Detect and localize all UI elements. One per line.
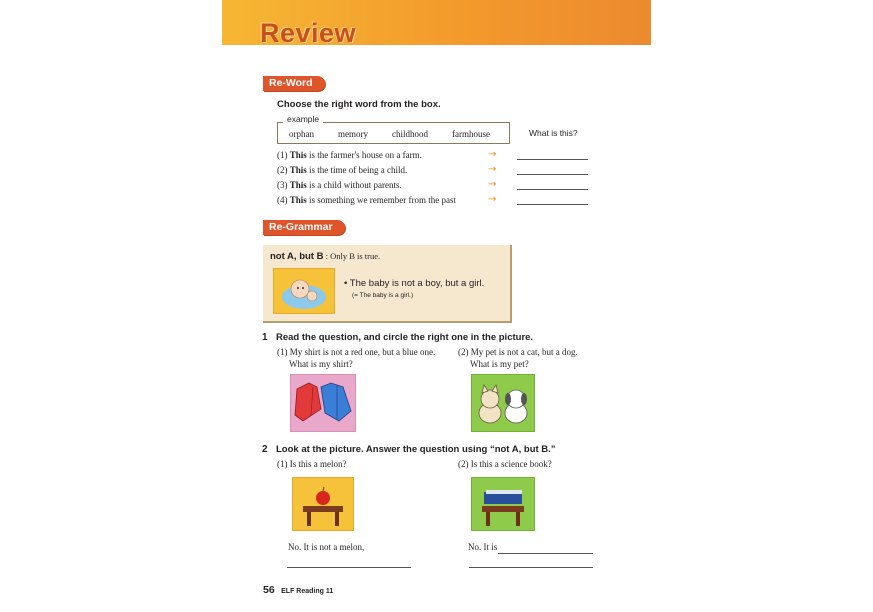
word-memory: memory: [338, 129, 368, 139]
answer-blank-2[interactable]: [517, 174, 588, 175]
regrammar-tag: Re-Grammar: [263, 220, 345, 235]
side-question: What is this?: [529, 128, 578, 138]
q2a-question: (1) Is this a melon?: [277, 459, 347, 469]
page-title: Review: [260, 18, 357, 48]
grammar-rule: not A, but B : Only B is true.: [270, 251, 381, 262]
baby-picture: [273, 268, 335, 314]
grammar-example: • The baby is not a boy, but a girl.: [344, 278, 485, 289]
answer-blank-4[interactable]: [517, 204, 588, 205]
footer: [263, 580, 333, 598]
q1b-line1: (2) My pet is not a cat, but a dog.: [458, 347, 578, 357]
q2a-answer-blank[interactable]: [287, 567, 411, 568]
page-number: 56: [263, 584, 275, 596]
q1-instruction: Read the question, and circle the right one in the picture.: [276, 332, 534, 343]
q2-number: 2: [262, 444, 268, 455]
pets-picture[interactable]: [471, 374, 535, 432]
answer-blank-1[interactable]: [517, 159, 588, 160]
q1a-line1: (1) My shirt is not a red one, but a blue one.: [277, 347, 436, 357]
apple-table-picture: [292, 477, 354, 531]
q1b-line2: What is my pet?: [470, 359, 529, 369]
answer-blank-3[interactable]: [517, 189, 588, 190]
arrow-icon: →: [488, 179, 497, 190]
reword-item-2: (2) This is the time of being a child.: [277, 165, 408, 175]
book-table-picture: [471, 477, 535, 531]
q2-instruction: Look at the picture. Answer the question using “not A, but B.”: [276, 444, 556, 455]
reword-item-1: (1) This is the farmer's house on a farm.: [277, 150, 422, 160]
reword-instruction: Choose the right word from the box.: [277, 99, 441, 110]
shirts-picture[interactable]: [290, 374, 356, 432]
arrow-icon: →: [488, 194, 497, 205]
word-orphan: orphan: [289, 129, 314, 139]
q2a-answer: No. It is not a melon,: [288, 542, 365, 552]
book-title: ELF Reading 11: [281, 588, 334, 595]
q2b-answer: No. It is: [468, 542, 498, 552]
reword-item-4: (4) This is something we remember from the past: [277, 195, 456, 205]
word-childhood: childhood: [392, 129, 428, 139]
q1-number: 1: [262, 332, 268, 343]
word-farmhouse: farmhouse: [452, 129, 490, 139]
grammar-example-note: (= The baby is a girl.): [352, 292, 414, 299]
reword-tag: Re-Word: [263, 76, 325, 91]
q2b-answer-blank-1[interactable]: [498, 553, 593, 554]
arrow-icon: →: [488, 149, 497, 160]
arrow-icon: →: [488, 164, 497, 175]
q2b-answer-blank-2[interactable]: [469, 567, 593, 568]
word-box-label: example: [283, 114, 323, 124]
reword-item-3: (3) This is a child without parents.: [277, 180, 402, 190]
q1a-line2: What is my shirt?: [289, 359, 353, 369]
q2b-question: (2) Is this a science book?: [458, 459, 552, 469]
